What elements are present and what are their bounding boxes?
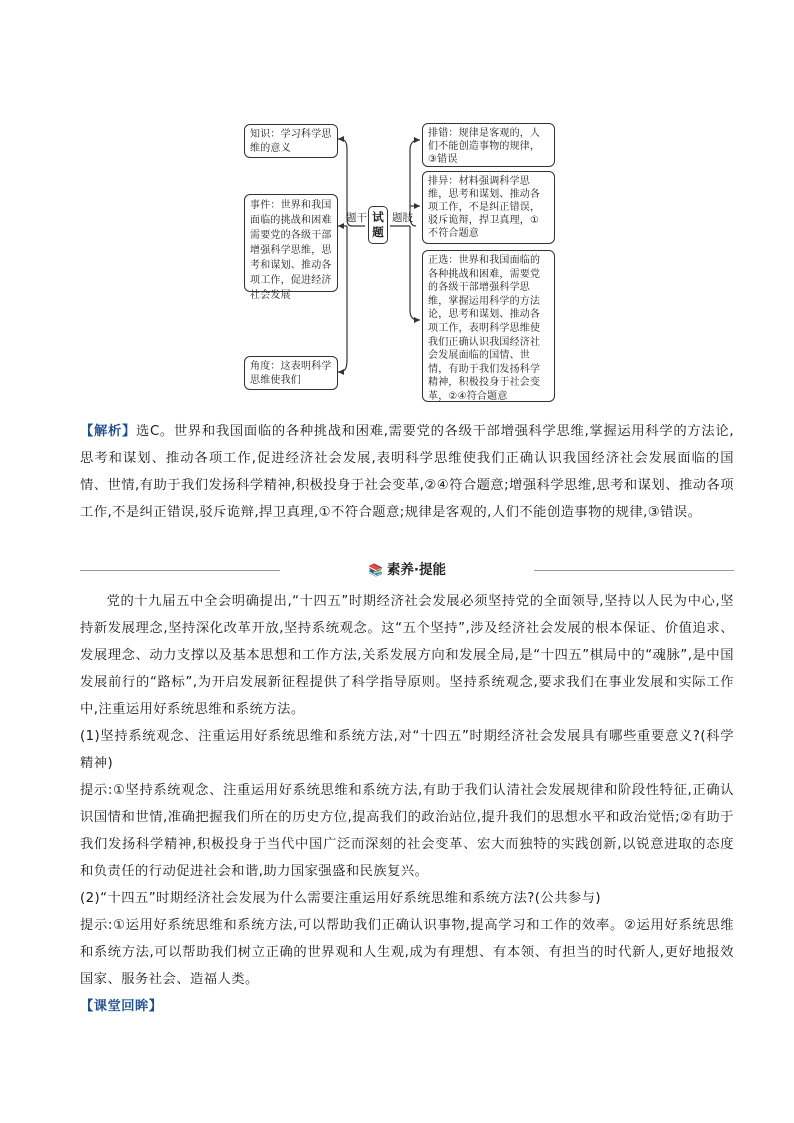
question-1: (1)坚持系统观念、注重运用好系统思维和系统方法,对“十四五”时期经济社会发展具有哪些重要意义?(科学精神) <box>80 729 734 771</box>
analysis-paragraph <box>80 418 734 526</box>
diagram-box-text: 知识：学习科学思维的意义 <box>250 129 332 154</box>
diagram-box-event <box>244 194 338 301</box>
analysis-text: 选C。世界和我国面临的各种挑战和困难,需要党的各级干部增强科学思维,掌握运用科学的方法论,思考和谋划、推动各项工作,促进经济社会发展,表明科学思维使我们正确认识我国经济社会发展面临的国情、世情,有助于我们发扬科学精神,积极投身于社会变革,②④符合题意;增强科学思维,思考和谋划、推动各项工作,不是纠正错误,驳斥诡辩,捍卫真理,①不符合题意;规律是客观的,人们不能创造事物的规律,③错误。 <box>80 424 734 520</box>
diagram-box-text: 角度：这表明科学思维使我们 <box>250 361 332 386</box>
diagram-box-exclude-error <box>422 123 555 167</box>
diagram-connectors <box>0 0 794 400</box>
right-connector-label: 题肢 <box>392 212 413 224</box>
diagram-box-text: 事件：世界和我国面临的挑战和困难需要党的各级干部增强科学思维，思考和谋划、推动各项工作，促进经济社会发展 <box>250 200 332 301</box>
hint-2: 提示:①运用好系统思维和系统方法,可以帮助我们正确认识事物,提高学习和工作的效率。②运用好系统思维和系统方法,可以帮助我们树立正确的世界观和人生观,成为有理想、有本领、有担当的时代新人,更好地报效国家、服务社会、造福人类。 <box>80 918 734 987</box>
material-paragraph: 党的十九届五中全会明确提出,“十四五”时期经济社会发展必须坚持党的全面领导,坚持以人民为中心,坚持新发展理念,坚持深化改革开放,坚持系统观念。这“五个坚持”,涉及经济社会发展的根本保证、价值追求、发展理念、动力支撑以及基本思想和工作方法,关系发展方向和发展全局,是“十四五”棋局中的“魂脉”,是中国发展前行的“路标”,为开启发展新征程提供了科学指导原则。坚持系统观念,要求我们在事业发展和实际工作中,注重运用好系统思维和系统方法。 <box>80 594 734 717</box>
review-tag: 【课堂回眸】 <box>80 999 163 1014</box>
diagram-box-knowledge <box>244 124 338 158</box>
question-2: (2)“十四五”时期经济社会发展为什么需要注重运用好系统思维和系统方法?(公共参与) <box>80 891 602 906</box>
analysis-tag: 【解析】 <box>80 424 136 439</box>
section-title: 素养·提能 <box>386 562 447 578</box>
book-icon: 📚 <box>367 563 383 577</box>
diagram-box-text: 正选：世界和我国面临的各种挑战和困难，需要党的各级干部增强科学思维，掌握运用科学的方法论，思考和谋划、推动各项工作，表明科学思维使我们正确认识我国经济社会发展面临的国情、世情，有助于我们发扬科学精神，积极投身于社会变革，②④符合题意 <box>428 255 541 402</box>
hint-1: 提示:①坚持系统观念、注重运用好系统思维和系统方法,有助于我们认清社会发展规律和阶段性特征,正确认识国情和世情,准确把握我们所在的历史方位,提高我们的政治站位,提升我们的思想水平和政治觉悟;②有助于我们发扬科学精神,积极投身于当代中国广泛而深刻的社会变革、宏大而独特的实践创新,以锐意进取的态度和负责任的行动促进社会和谐,助力国家强盛和民族复兴。 <box>80 783 734 879</box>
left-connector-label: 题干 <box>346 212 367 224</box>
diagram-box-exclude-irrelevant <box>422 171 555 244</box>
diagram-box-angle <box>244 356 338 390</box>
section-title-wrap <box>80 560 734 580</box>
diagram-box-text: 排异：材料强调科学思维，思考和谋划、推动各项工作，不是纠正错误，驳斥诡辩，捍卫真理，①不符合题意 <box>428 176 541 239</box>
center-label: 试题 <box>368 206 388 244</box>
section-banner <box>80 560 734 582</box>
diagram-box-correct-choice <box>422 250 555 402</box>
diagram-box-text: 排错：规律是客观的，人们不能创造事物的规律，③错误 <box>428 128 541 165</box>
